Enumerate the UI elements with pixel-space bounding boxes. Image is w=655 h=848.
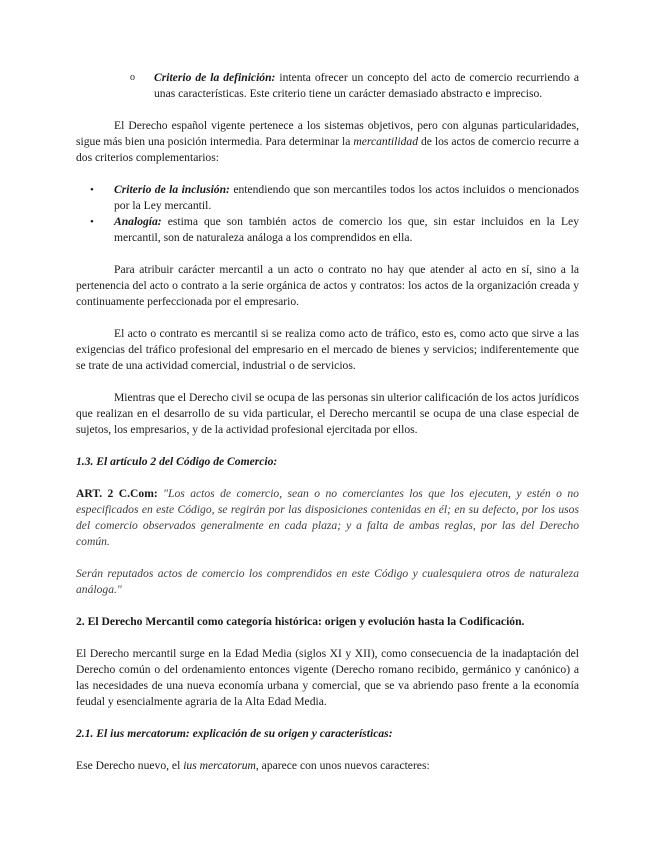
paragraph-sistemas-objetivos: El Derecho español vigente pertenece a los sistemas objetivos, pero con algunas particularidades, sigue más bien una posición intermedia. Para determinar la mercantilidad de los actos de comercio recurre a dos criterios complementarios: <box>76 119 580 164</box>
list-item-term: Criterio de la definición: <box>154 71 276 84</box>
article-text: "Los actos de comercio, sean o no comerciantes los que los ejecuten, y estén o no especificados en este Código, se regirán por las disposiciones contenidas en él; en su defecto, por los usos del comercio observados generalmente en cada plaza; y a falta de ambas reglas, por las del Derecho común. <box>76 487 579 548</box>
paragraph-acto-trafico: El acto o contrato es mercantil si se realiza como acto de tráfico, esto es, como acto que sirve a las exigencias del tráfico profesional del empresario en el mercado de bienes y servicios; indiferentemente que se trate de una actividad comercial, industrial o de servicios. <box>76 327 579 372</box>
list-item-text: estima que son también actos de comercio los que, sin estar incluidos en la Ley mercantil, son de naturaleza análoga a los comprendidos en ella. <box>114 215 579 244</box>
article-label: ART. 2 C.Com: <box>76 487 158 500</box>
section-heading-2: 2. El Derecho Mercantil como categoría histórica: origen y evolución hasta la Codificación. <box>76 615 525 628</box>
bullet-icon: • <box>90 216 94 228</box>
article-quote-continued: Serán reputados actos de comercio los comprendidos en este Código y cualesquiera otros de naturaleza análoga." <box>76 567 579 596</box>
list-item-analogia <box>76 214 579 246</box>
section-heading-1-3: 1.3. El artículo 2 del Código de Comercio: <box>76 455 278 468</box>
paragraph-origen-edad-media: El Derecho mercantil surge en la Edad Media (siglos XI y XII), como consecuencia de la inadaptación del Derecho común o del ordenamiento entonces vigente (Derecho romano recibido, germánico y canónico) a las necesidades de una nueva economía urbana y comercial, que se va abriendo paso frente a la economía feudal y esencialmente agraria de la Alta Edad Media. <box>76 647 579 708</box>
list-item-term: Analogía: <box>114 215 162 228</box>
article-quote <box>76 486 579 550</box>
italic-term: mercantilidad <box>353 135 418 148</box>
list-item-text: entendiendo que son mercantiles todos los actos incluidos o mencionados por la Ley mercantil. <box>114 183 579 212</box>
paragraph-derecho-civil: Mientras que el Derecho civil se ocupa de las personas sin ulterior calificación de los actos jurídicos que realizan en el desarrollo de su vida particular, el Derecho mercantil se ocupa de una clase especial de sujetos, los empresarios, y de la actividad profesional ejercitada por ellos. <box>76 391 579 436</box>
bullet-icon: • <box>90 184 94 196</box>
list-item-text: intenta ofrecer un concepto del acto de comercio recurriendo a unas características. Este criterio tiene un carácter demasiado abstracto e impreciso. <box>154 71 579 100</box>
list-item-criterio-definicion <box>76 70 579 102</box>
section-heading-2-1: 2.1. El ius mercatorum: explicación de su origen y características: <box>76 727 393 740</box>
list-item-criterio-inclusion <box>76 182 579 214</box>
paragraph-ius-mercatorum: Ese Derecho nuevo, el ius mercatorum, aparece con unos nuevos caracteres: <box>76 759 430 772</box>
paragraph-caracter-mercantil: Para atribuir carácter mercantil a un acto o contrato no hay que atender al acto en sí, sino a la pertenencia del acto o contrato a la serie orgánica de actos y contratos: los actos de la organización creada y continuamente perfeccionada por el empresario. <box>76 263 579 308</box>
bullet-list <box>76 182 579 246</box>
italic-term: ius mercatorum <box>183 759 256 772</box>
hollow-bullet-icon: o <box>130 72 135 83</box>
list-item-term: Criterio de la inclusión: <box>114 183 230 196</box>
